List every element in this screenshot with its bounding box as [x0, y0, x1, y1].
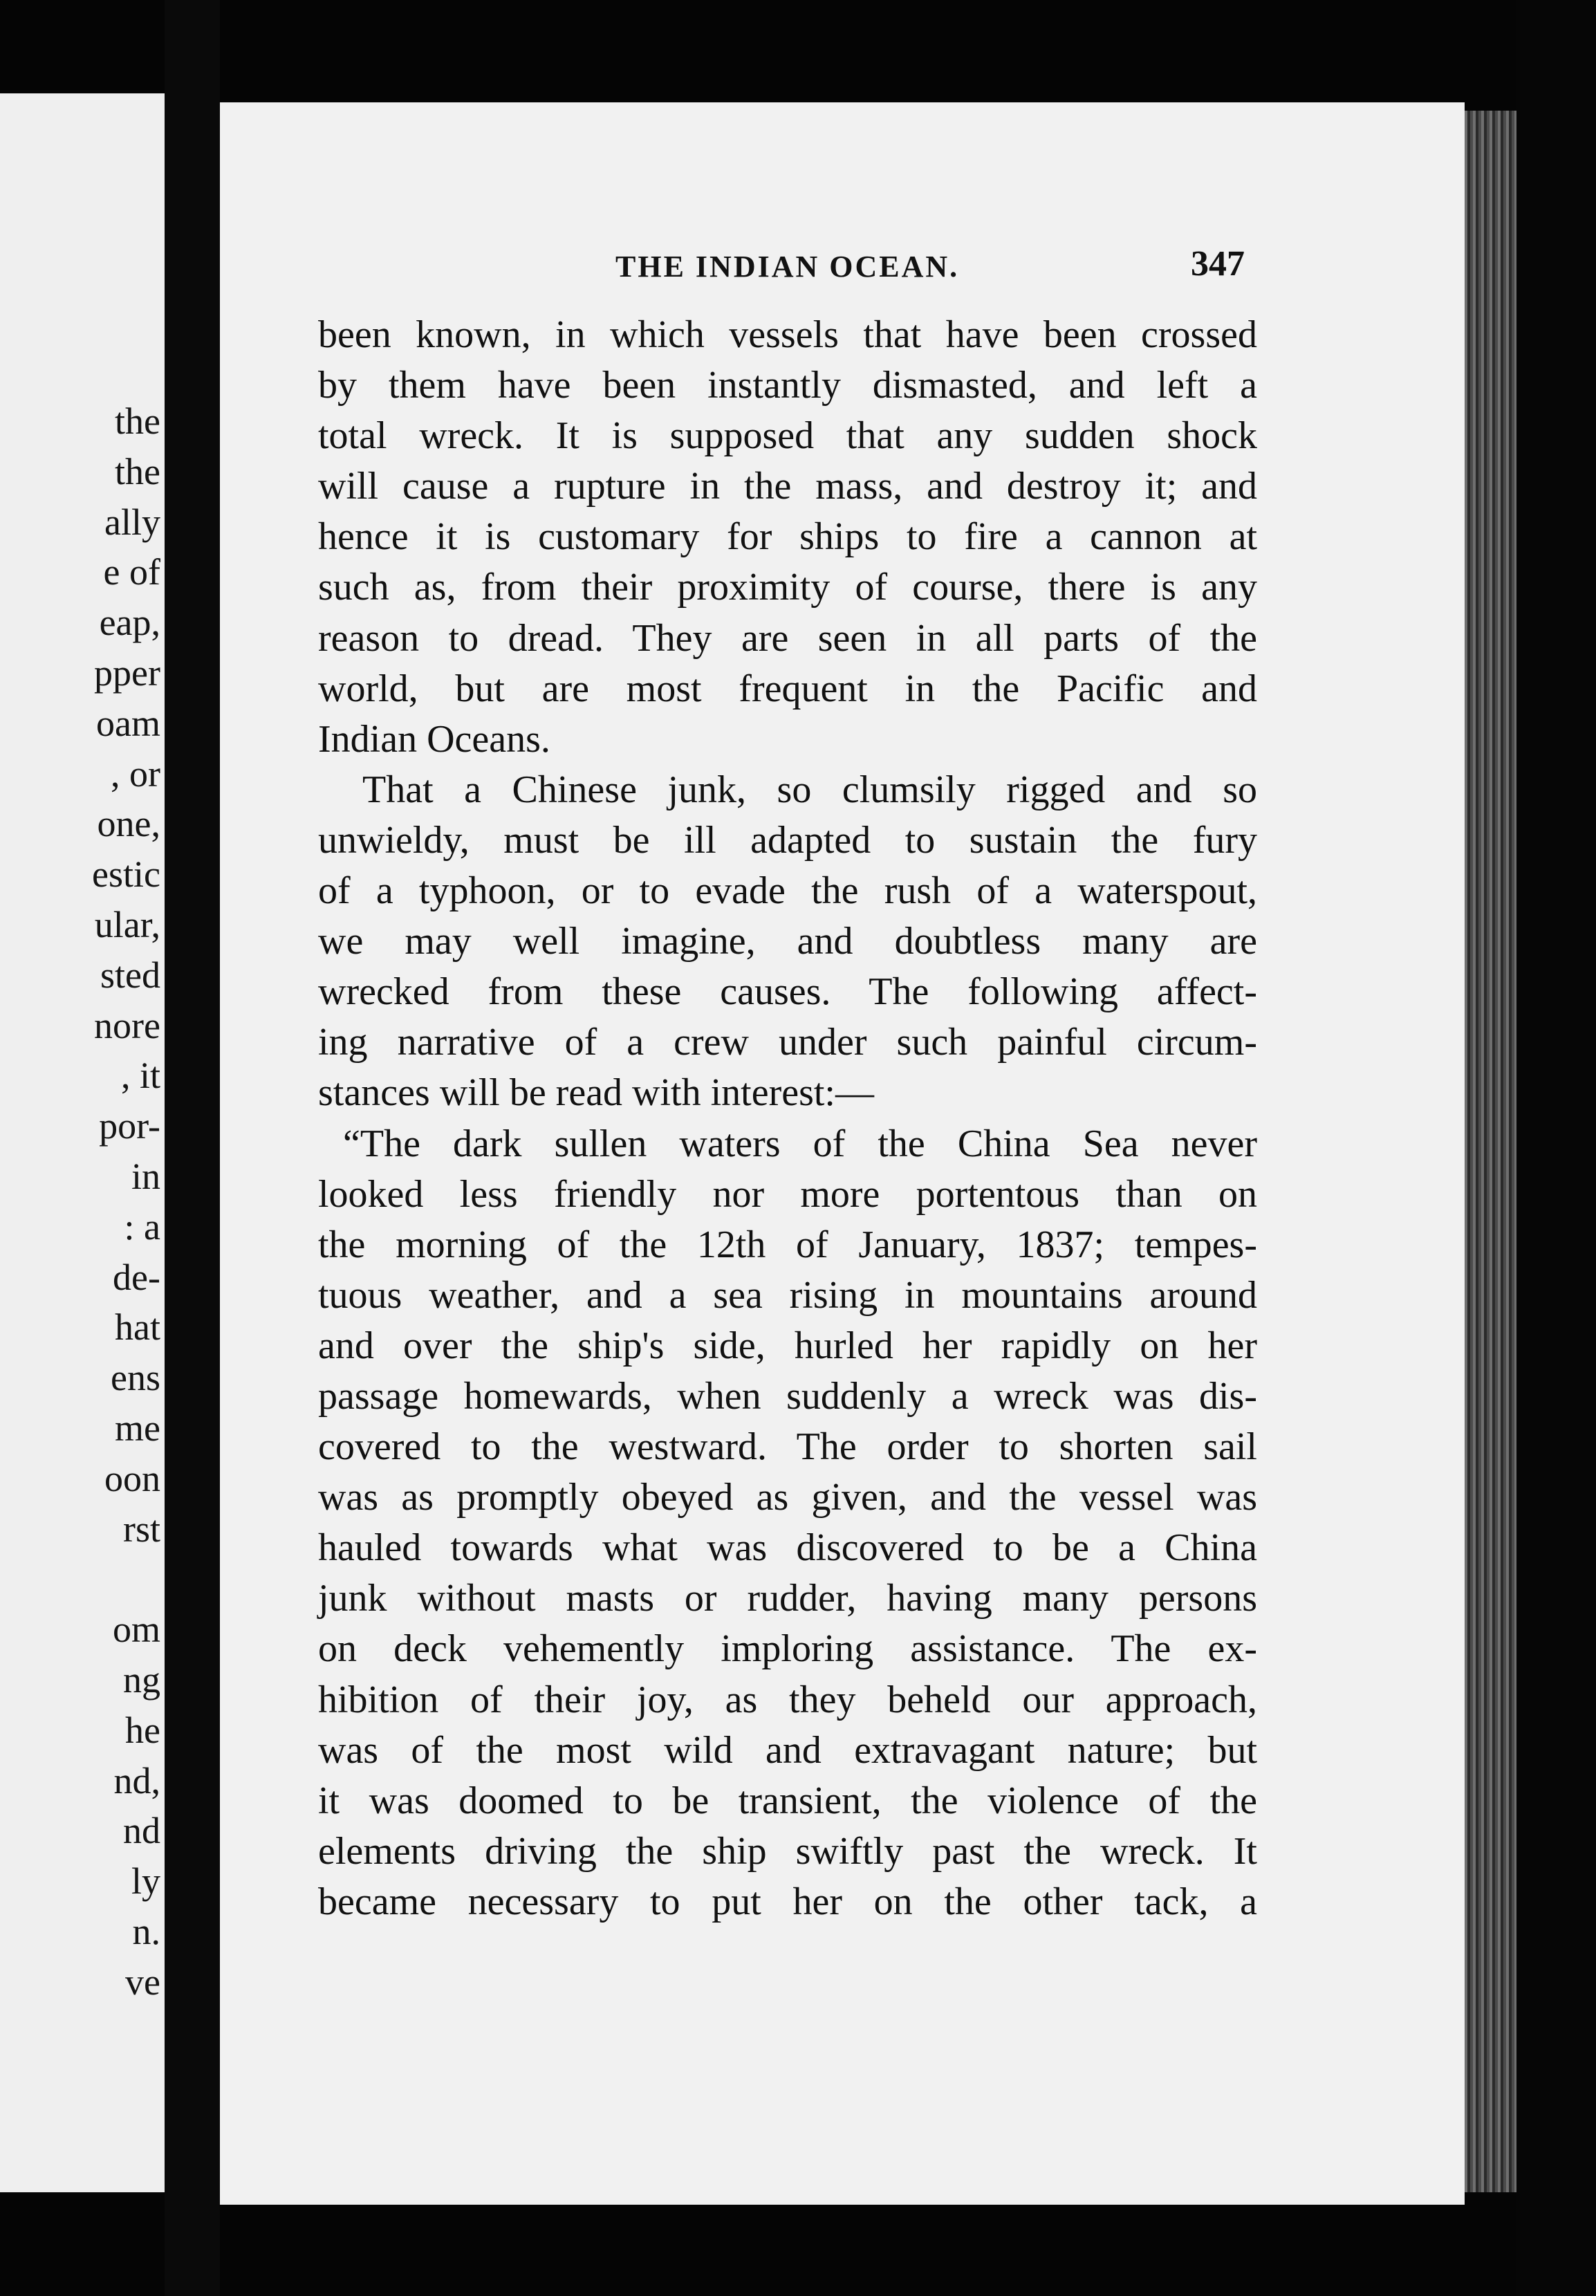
- text-line: been known, in which vessels that have been crossed: [318, 313, 1257, 356]
- text-line: the morning of the 12th of January, 1837; tempes-: [318, 1223, 1257, 1266]
- left-page-line: eap,: [99, 602, 160, 644]
- text-line: we may well imagine, and doubtless many are: [318, 920, 1257, 963]
- left-page-line: ens: [111, 1357, 160, 1399]
- text-line: That a Chinese junk, so clumsily rigged and so: [362, 768, 1257, 811]
- left-page-line: e of: [103, 551, 160, 593]
- left-page-line: ve: [125, 1961, 160, 2003]
- text-line: tuous weather, and a sea rising in mountains around: [318, 1273, 1257, 1317]
- text-line: “The dark sullen waters of the China Sea never: [343, 1122, 1257, 1165]
- text-line: total wreck. It is supposed that any sudden shock: [318, 414, 1257, 458]
- text-line: it was doomed to be transient, the violence of the: [318, 1779, 1257, 1822]
- left-page-line: ular,: [94, 903, 160, 945]
- text-line: reason to dread. They are seen in all parts of the: [318, 616, 1257, 660]
- left-page-line: ly: [131, 1860, 160, 1902]
- left-page-line: the: [115, 450, 160, 492]
- left-page-line: in: [131, 1155, 160, 1197]
- left-page-line: , it: [120, 1055, 160, 1097]
- left-page-line: the: [115, 400, 160, 442]
- left-page-line: oam: [96, 702, 160, 744]
- text-line: hence it is customary for ships to fire a cannon at: [318, 515, 1257, 559]
- text-line: by them have been instantly dismasted, and left a: [318, 364, 1257, 407]
- text-line: will cause a rupture in the mass, and destroy it; and: [318, 465, 1257, 508]
- left-page-line: , or: [111, 752, 160, 795]
- left-facing-page: [0, 93, 165, 2192]
- left-page-line: oon: [104, 1457, 160, 1499]
- text-line: world, but are most frequent in the Pacific and: [318, 667, 1257, 710]
- left-page-line-fragments: [92, 396, 160, 2008]
- text-line: and over the ship's side, hurled her rapidly on her: [318, 1324, 1257, 1367]
- text-line: looked less friendly nor more portentous than on: [318, 1172, 1257, 1216]
- left-page-line: nd: [123, 1810, 160, 1852]
- text-line: of a typhoon, or to evade the rush of a waterspout,: [318, 869, 1257, 913]
- text-line: Indian Oceans.: [318, 717, 550, 761]
- left-page-line: hat: [115, 1306, 160, 1349]
- left-page-line: ally: [104, 501, 160, 543]
- text-line: junk without masts or rudder, having many persons: [318, 1577, 1257, 1620]
- left-page-line: n.: [132, 1910, 160, 1952]
- text-line: was of the most wild and extravagant nature; but: [318, 1728, 1257, 1772]
- running-header: THE INDIAN OCEAN.: [615, 250, 960, 284]
- scan-border: [1516, 0, 1596, 2296]
- left-page-line: he: [125, 1709, 160, 1751]
- left-page-line: de-: [113, 1256, 160, 1298]
- left-page-line: nore: [94, 1004, 160, 1046]
- text-line: ing narrative of a crew under such painful circum-: [318, 1021, 1257, 1064]
- body-text: [318, 310, 1257, 1927]
- left-page-line: : a: [124, 1205, 160, 1248]
- text-line: passage homewards, when suddenly a wreck was dis-: [318, 1374, 1257, 1418]
- text-line: such as, from their proximity of course, there is any: [318, 566, 1257, 609]
- text-line: became necessary to put her on the other tack, a: [318, 1880, 1257, 1923]
- left-page-line: sted: [100, 954, 160, 996]
- text-line: stances will be read with interest:—: [318, 1071, 874, 1115]
- left-page-line: me: [115, 1407, 160, 1449]
- left-page-line: ng: [123, 1658, 160, 1701]
- left-page-line: nd,: [113, 1759, 160, 1802]
- left-page-line: por-: [99, 1105, 160, 1147]
- left-page-line: pper: [94, 651, 160, 694]
- text-line: was as promptly obeyed as given, and the vessel was: [318, 1476, 1257, 1519]
- left-page-line: rst: [123, 1508, 160, 1550]
- text-line: hauled towards what was discovered to be a China: [318, 1526, 1257, 1570]
- text-line: hibition of their joy, as they beheld our approach,: [318, 1678, 1257, 1721]
- left-page-line: estic: [92, 853, 160, 896]
- text-line: unwieldy, must be ill adapted to sustain the fury: [318, 818, 1257, 862]
- page-edges: [1465, 111, 1516, 2192]
- left-page-line: one,: [97, 803, 160, 845]
- text-line: on deck vehemently imploring assistance. The ex-: [318, 1627, 1257, 1671]
- left-page-line: om: [112, 1609, 160, 1651]
- text-line: covered to the westward. The order to shorten sail: [318, 1425, 1257, 1469]
- text-line: wrecked from these causes. The following affect-: [318, 970, 1257, 1014]
- text-line: elements driving the ship swiftly past the wreck. It: [318, 1829, 1257, 1873]
- page-number: 347: [1191, 244, 1245, 284]
- left-page-line: [92, 1554, 160, 1604]
- book-gutter: [165, 0, 220, 2296]
